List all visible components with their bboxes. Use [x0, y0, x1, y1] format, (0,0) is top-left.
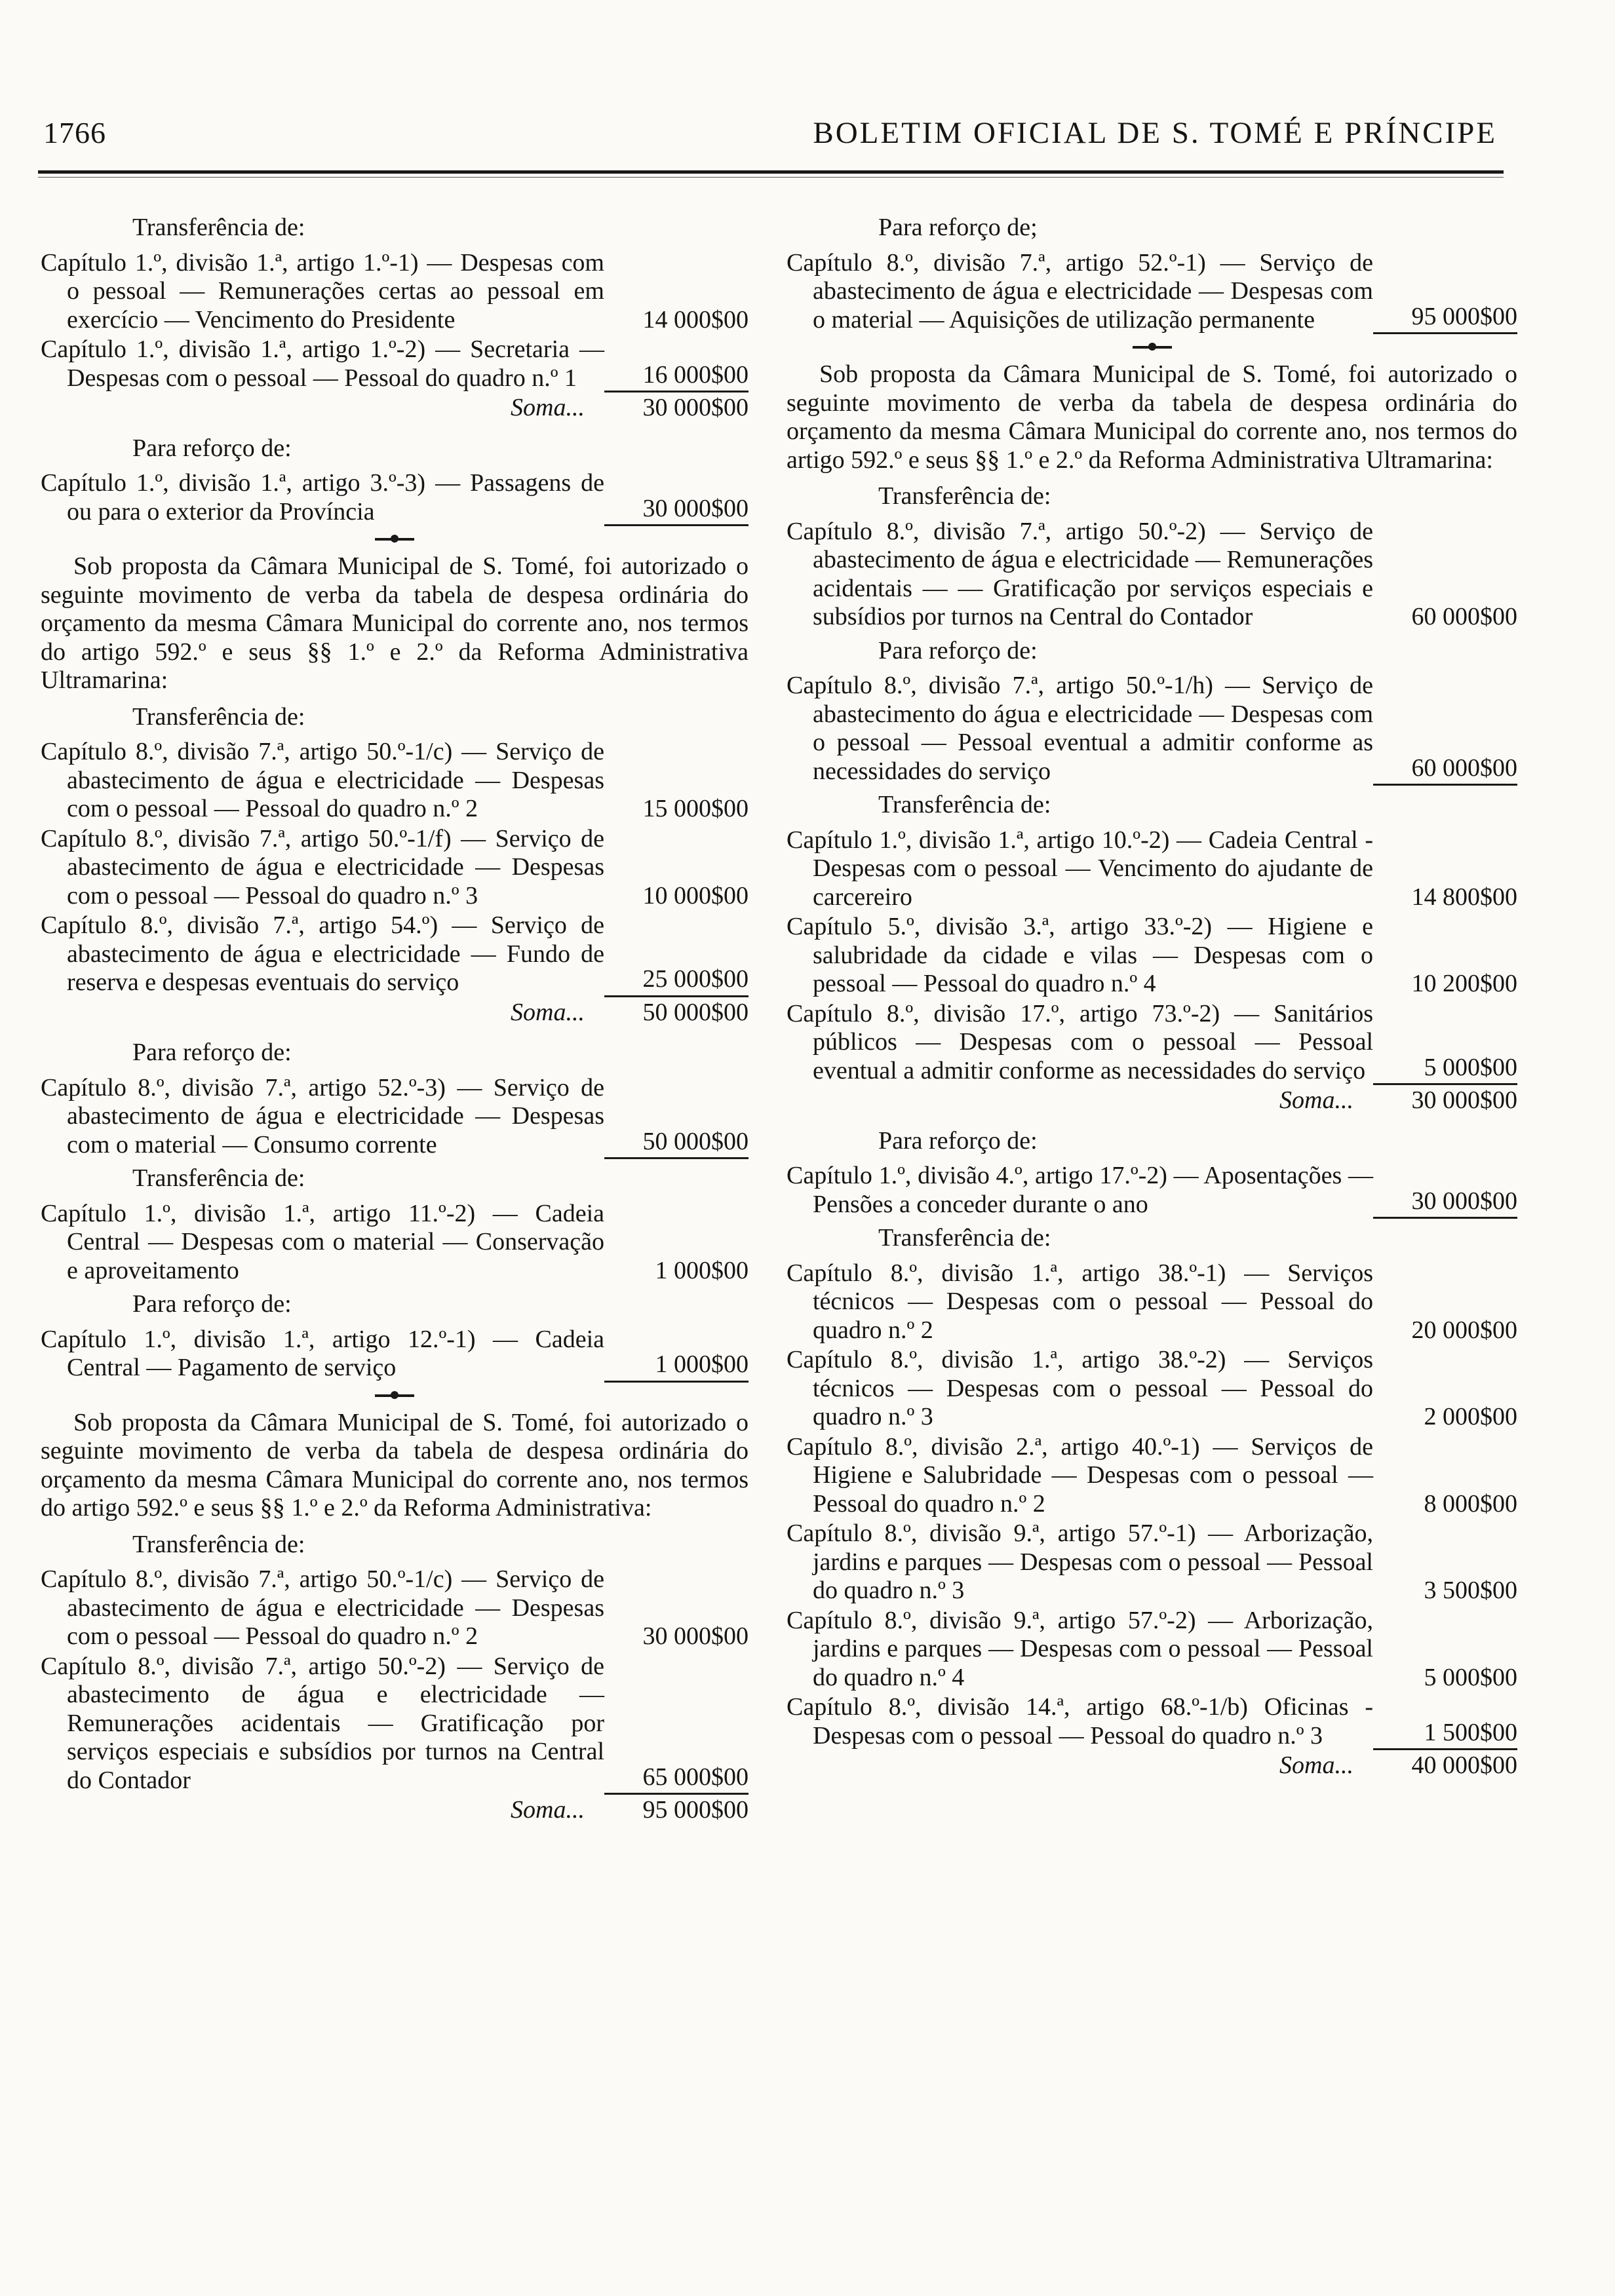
entry-amount: 1 500$00	[1373, 1719, 1517, 1751]
header-rule-thin	[38, 177, 1504, 178]
entry-list	[41, 1074, 749, 1160]
sum-amount: 95 000$00	[642, 1796, 749, 1824]
entry-amount: 16 000$00	[604, 361, 749, 393]
entry-description: Capítulo 8.º, divisão 7.ª, artigo 54.º) — Serviço de abastecimento de água e electricidade — Fundo de reserva e despesas eventuais do serviço	[41, 911, 604, 996]
transfer-heading: Transferência de:	[878, 482, 1051, 510]
sum-line	[787, 1751, 1517, 1780]
entry-description: Capítulo 8.º, divisão 14.ª, artigo 68.º-1/b) Oficinas - Despesas com o pessoal — Pessoal do quadro n.º 3	[787, 1693, 1373, 1750]
entry-list	[787, 518, 1517, 632]
entry-description: Capítulo 8.º, divisão 9.ª, artigo 57.º-2) — Arborização, jardins e parques — Despesas com o pessoal — Pessoal do quadro n.º 4	[787, 1606, 1373, 1691]
sum-line	[41, 1796, 749, 1825]
budget-entry	[787, 826, 1517, 912]
transfer-heading: Transferência de:	[132, 1530, 305, 1558]
reinforce-heading: Para reforço de:	[132, 1039, 292, 1066]
authorization-paragraph: Sob proposta da Câmara Municipal de S. Tomé, foi autorizado o seguinte movimento de verba da tabela de despesa ordinária do orçamento da mesma Câmara Municipal do corrente ano, nos termos do artigo 592.º e seus §§ 1.º e 2.º da Reforma Administrativa Ultramarina:	[41, 552, 749, 694]
transfer-heading: Transferência de:	[132, 214, 305, 241]
entry-description: Capítulo 1.º, divisão 1.ª, artigo 11.º-2) — Cadeia Central — Despesas com o material — Conservação e aproveitamento	[41, 1199, 604, 1284]
entry-description: Capítulo 8.º, divisão 7.ª, artigo 50.º-1/f) — Serviço de abastecimento de água e electricidade — Despesas com o pessoal — Pessoal do quadro n.º 3	[41, 824, 604, 909]
budget-entry	[787, 1520, 1517, 1605]
entry-list	[787, 672, 1517, 786]
entry-description: Capítulo 1.º, divisão 4.º, artigo 17.º-2) — Aposentações — Pensões a conceder durante o ano	[787, 1162, 1373, 1218]
entry-amount: 1 000$00	[655, 1256, 749, 1284]
entry-description: Capítulo 1.º, divisão 1.ª, artigo 12.º-1) — Cadeia Central — Pagamento de serviço	[41, 1325, 604, 1381]
authorization-paragraph: Sob proposta da Câmara Municipal de S. Tomé, foi autorizado o seguinte movimento de verba da tabela de despesa ordinária do orçamento da mesma Câmara Municipal do corrente ano, nos termos do artigo 592.º e seus §§ 1.º e 2.º da Reforma Administrativa:	[41, 1408, 749, 1521]
entry-amount: 30 000$00	[642, 1622, 749, 1650]
entry-amount: 25 000$00	[604, 965, 749, 997]
reinforce-heading: Para reforço de:	[132, 1290, 292, 1318]
entry-description: Capítulo 1.º, divisão 1.ª, artigo 1.º-2) — Secretaria — Despesas com o pessoal — Pessoal do quadro n.º 1	[41, 335, 604, 392]
reinforce-heading: Para reforço de;	[878, 214, 1038, 241]
budget-entry	[41, 1200, 749, 1286]
budget-entry	[787, 249, 1517, 335]
header-rule	[38, 170, 1504, 174]
budget-entry	[787, 1000, 1517, 1086]
entry-list	[41, 249, 749, 393]
entry-list	[41, 1565, 749, 1795]
budget-entry	[41, 1653, 749, 1795]
reinforce-heading: Para reforço de:	[878, 636, 1038, 664]
entry-amount: 2 000$00	[1424, 1403, 1517, 1430]
budget-entry	[41, 738, 749, 824]
entry-list	[41, 738, 749, 997]
entry-list	[41, 1326, 749, 1383]
entry-list	[41, 469, 749, 526]
reinforce-heading: Para reforço de:	[132, 434, 292, 462]
entry-amount: 65 000$00	[604, 1763, 749, 1795]
section-separator	[375, 538, 414, 541]
budget-entry	[41, 1565, 749, 1651]
budget-entry	[41, 335, 749, 392]
sum-label: Soma...	[1279, 1086, 1353, 1114]
budget-entry	[41, 1074, 749, 1160]
transfer-heading: Transferência de:	[878, 791, 1051, 818]
entry-amount: 14 000$00	[642, 305, 749, 334]
sum-label: Soma...	[511, 1796, 585, 1824]
entry-description: Capítulo 8.º, divisão 2.ª, artigo 40.º-1) — Serviços de Higiene e Salubridade — Despesas com o pessoal — Pessoal do quadro n.º 2	[787, 1432, 1373, 1518]
budget-entry	[787, 913, 1517, 999]
entry-description: Capítulo 8.º, divisão 1.ª, artigo 38.º-1) — Serviços técnicos — Despesas com o pessoal — Pessoal do quadro n.º 2	[787, 1259, 1373, 1344]
entry-description: Capítulo 1.º, divisão 1.ª, artigo 10.º-2) — Cadeia Central - Despesas com o pessoal — Vencimento do ajudante de carcereiro	[787, 826, 1373, 911]
section-separator	[1133, 346, 1172, 349]
budget-entry	[787, 1346, 1517, 1432]
reinforce-heading: Para reforço de:	[878, 1126, 1038, 1155]
entry-amount: 20 000$00	[1411, 1316, 1517, 1344]
budget-entry	[41, 911, 749, 997]
budget-entry	[41, 1326, 749, 1383]
entry-amount: 95 000$00	[1373, 303, 1517, 335]
entry-amount: 30 000$00	[604, 495, 749, 527]
sum-amount: 40 000$00	[1411, 1751, 1517, 1779]
entry-description: Capítulo 8.º, divisão 7.ª, artigo 52.º-3) — Serviço de abastecimento de água e electricidade — Despesas com o material — Consumo corrente	[41, 1073, 604, 1158]
budget-entry	[787, 672, 1517, 786]
entry-amount: 5 000$00	[1424, 1663, 1517, 1691]
entry-amount: 30 000$00	[1373, 1187, 1517, 1219]
sum-label: Soma...	[1279, 1751, 1353, 1779]
budget-entry	[787, 1607, 1517, 1693]
entry-amount: 50 000$00	[604, 1128, 749, 1160]
budget-entry	[41, 469, 749, 526]
sum-amount: 30 000$00	[642, 394, 749, 421]
budget-entry	[787, 518, 1517, 632]
sum-amount: 50 000$00	[642, 998, 749, 1026]
entry-description: Capítulo 8.º, divisão 17.º, artigo 73.º-2) — Sanitários públicos — Despesas com o pessoal — Pessoal eventual a admitir conforme as necessidades do serviço	[787, 999, 1373, 1084]
sum-line	[41, 999, 749, 1027]
running-title: BOLETIM OFICIAL DE S. TOMÉ E PRÍNCIPE	[813, 116, 1497, 150]
budget-entry	[787, 1693, 1517, 1750]
entry-amount: 1 000$00	[604, 1350, 749, 1383]
entry-amount: 15 000$00	[642, 795, 749, 822]
sum-line	[787, 1086, 1517, 1115]
entry-list	[787, 826, 1517, 1086]
entry-description: Capítulo 8.º, divisão 7.ª, artigo 50.º-1/c) — Serviço de abastecimento de água e electricidade — Despesas com o pessoal — Pessoal do quadro n.º 2	[41, 1565, 604, 1650]
budget-entry	[787, 1433, 1517, 1519]
budget-entry	[41, 825, 749, 911]
entry-description: Capítulo 8.º, divisão 7.ª, artigo 50.º-2) — Serviço de abastecimento de água e electricidade — Remunerações acidentais — — Gratificação por serviços especiais e subsídios por turnos na Central do Contador	[787, 517, 1373, 630]
entry-list	[787, 1259, 1517, 1751]
entry-description: Capítulo 8.º, divisão 1.ª, artigo 38.º-2) — Serviços técnicos — Despesas com o pessoal — Pessoal do quadro n.º 3	[787, 1346, 1373, 1430]
page-number: 1766	[43, 116, 106, 149]
entry-amount: 60 000$00	[1373, 754, 1517, 786]
sum-line	[41, 394, 749, 423]
entry-description: Capítulo 8.º, divisão 7.ª, artigo 50.º-1/c) — Serviço de abastecimento de água e electricidade — Despesas com o pessoal — Pessoal do quadro n.º 2	[41, 738, 604, 822]
transfer-heading: Transferência de:	[132, 702, 305, 731]
entry-amount: 10 200$00	[1411, 970, 1517, 997]
entry-description: Capítulo 8.º, divisão 7.ª, artigo 50.º-2) — Serviço de abastecimento de água e electricidade — Remunerações acidentais — Gratificação por serviços especiais e subsídios por turnos na Central do Contador	[41, 1652, 604, 1794]
entry-amount: 5 000$00	[1373, 1054, 1517, 1086]
entry-amount: 14 800$00	[1411, 883, 1517, 911]
entry-description: Capítulo 8.º, divisão 7.ª, artigo 52.º-1) — Serviço de abastecimento de água e electricidade — Despesas com o material — Aquisições de utilização permanente	[787, 248, 1373, 334]
entry-list	[41, 1200, 749, 1286]
section-separator	[375, 1394, 414, 1397]
entry-amount: 10 000$00	[642, 881, 749, 909]
sum-amount: 30 000$00	[1411, 1086, 1517, 1114]
entry-amount: 3 500$00	[1424, 1577, 1517, 1604]
sum-label: Soma...	[511, 998, 585, 1026]
authorization-paragraph: Sob proposta da Câmara Municipal de S. Tomé, foi autorizado o seguinte movimento de verba da tabela de despesa ordinária do orçamento da mesma Câmara Municipal do corrente ano, nos termos do artigo 592.º e seus §§ 1.º e 2.º da Reforma Administrativa Ultramarina:	[787, 360, 1517, 474]
entry-amount: 60 000$00	[1411, 603, 1517, 630]
left-column	[41, 208, 749, 1837]
entry-list	[787, 249, 1517, 335]
entry-list	[787, 1162, 1517, 1219]
budget-entry	[787, 1162, 1517, 1219]
right-column	[787, 208, 1517, 1792]
entry-description: Capítulo 1.º, divisão 1.ª, artigo 1.º-1) — Despesas com o pessoal — Remunerações certas ao pessoal em exercício — Vencimento do Presidente	[41, 248, 604, 334]
entry-description: Capítulo 1.º, divisão 1.ª, artigo 3.º-3) — Passagens de ou para o exterior da Província	[41, 469, 604, 526]
budget-entry	[787, 1259, 1517, 1345]
entry-amount: 8 000$00	[1424, 1489, 1517, 1518]
sum-label: Soma...	[511, 394, 585, 421]
entry-description: Capítulo 8.º, divisão 9.ª, artigo 57.º-1) — Arborização, jardins e parques — Despesas com o pessoal — Pessoal do quadro n.º 3	[787, 1520, 1373, 1604]
entry-description: Capítulo 8.º, divisão 7.ª, artigo 50.º-1/h) — Serviço de abastecimento do água e electricidade — Despesas com o pessoal — Pessoal eventual a admitir conforme as necessidades do serviço	[787, 672, 1373, 785]
entry-description: Capítulo 5.º, divisão 3.ª, artigo 33.º-2) — Higiene e salubridade da cidade e vilas — Despesas com o pessoal — Pessoal do quadro n.º 4	[787, 913, 1373, 997]
transfer-heading: Transferência de:	[132, 1164, 305, 1192]
budget-entry	[41, 249, 749, 335]
transfer-heading: Transferência de:	[878, 1224, 1051, 1252]
